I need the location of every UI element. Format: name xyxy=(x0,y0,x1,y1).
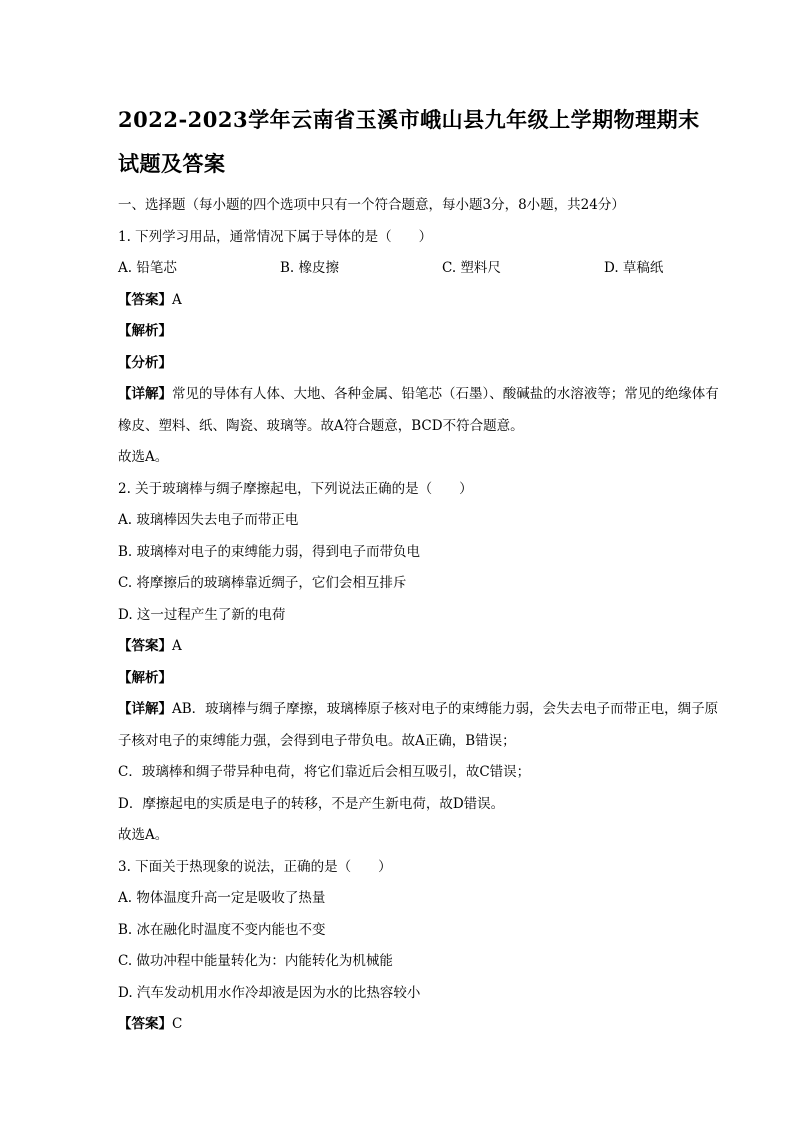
answer-value: A xyxy=(172,291,182,308)
question-1-choose: 故选A。 xyxy=(118,449,169,465)
question-2-stem: 2. 关于玻璃棒与绸子摩擦起电，下列说法正确的是（ ） xyxy=(118,480,473,497)
question-2-choose: 故选A。 xyxy=(118,827,169,843)
question-2-detail-c: C．玻璃棒和绸子带异种电荷，将它们靠近后会相互吸引，故C错误； xyxy=(118,764,531,780)
answer-tag: 【答案】 xyxy=(118,638,172,654)
answer-value: C xyxy=(172,1016,183,1032)
question-1-option-d: D. 草稿纸 xyxy=(604,260,664,276)
analysis-tag: 【解析】 xyxy=(118,323,172,339)
question-1-answer xyxy=(118,285,724,317)
question-1-fenxi-tag xyxy=(118,348,724,380)
fenxi-tag: 【分析】 xyxy=(118,354,172,371)
question-1-option-a: A. 铅笔芯 xyxy=(118,260,177,276)
answer-value: A xyxy=(172,638,182,654)
title-line-2: 试题及答案 xyxy=(118,151,226,176)
question-1-options xyxy=(118,253,724,285)
question-3-option-a: A. 物体温度升高一定是吸收了热量 xyxy=(118,890,326,906)
question-2-option-b: B. 玻璃棒对电子的束缚能力弱，得到电子而带负电 xyxy=(118,543,421,560)
detail-text: 常见的导体有人体、大地、各种金属、铅笔芯（石墨）、酸碱盐的水溶液等；常见的绝缘体有橡皮、塑料、纸、陶瓷、玻璃等。故A符合题意，BCD不符合题意。 xyxy=(118,386,719,434)
question-1-stem: 1. 下列学习用品，通常情况下属于导体的是（ ） xyxy=(118,228,433,245)
question-1-option-c: C. 塑料尺 xyxy=(442,260,501,276)
section-heading: 一、选择题（每小题的四个选项中只有一个符合题意，每小题3分，8小题，共24分） xyxy=(118,197,625,213)
question-3-option-c: C. 做功冲程中能量转化为：内能转化为机械能 xyxy=(118,953,393,969)
title-line-1: 2022-2023学年云南省玉溪市峨山县九年级上学期物理期末 xyxy=(118,107,700,132)
question-1-option-b: B. 橡皮擦 xyxy=(280,260,340,276)
answer-tag: 【答案】 xyxy=(118,1016,172,1032)
question-2-option-a: A. 玻璃棒因失去电子而带正电 xyxy=(118,512,299,528)
question-3-option-d: D. 汽车发动机用水作冷却液是因为水的比热容较小 xyxy=(118,984,421,1001)
answer-tag: 【答案】 xyxy=(118,291,172,308)
question-3-stem: 3. 下面关于热现象的说法，正确的是（ ） xyxy=(118,858,392,875)
question-2-answer xyxy=(118,631,724,663)
detail-text: AB．玻璃棒与绸子摩擦，玻璃棒原子核对电子的束缚能力弱，会失去电子而带正电，绸子原子核对电子的束缚能力强，会得到电子带负电。故A正确，B错误； xyxy=(118,701,719,749)
question-2-option-d: D. 这一过程产生了新的电荷 xyxy=(118,606,286,623)
question-3-answer xyxy=(118,1009,724,1041)
document-title xyxy=(118,98,724,186)
question-1-detail xyxy=(118,379,724,442)
question-2-option-c: C. 将摩擦后的玻璃棒靠近绸子，它们会相互排斥 xyxy=(118,575,407,591)
question-2-detail-d: D．摩擦起电的实质是电子的转移，不是产生新电荷，故D错误。 xyxy=(118,795,505,812)
question-2-detail-ab xyxy=(118,694,724,757)
question-2-analysis-tag xyxy=(118,663,724,695)
question-1-analysis-tag xyxy=(118,316,724,348)
analysis-tag: 【解析】 xyxy=(118,669,172,686)
detail-tag: 【详解】 xyxy=(118,386,172,402)
detail-tag: 【详解】 xyxy=(118,701,172,717)
question-3-option-b: B. 冰在融化时温度不变内能也不变 xyxy=(118,921,326,938)
